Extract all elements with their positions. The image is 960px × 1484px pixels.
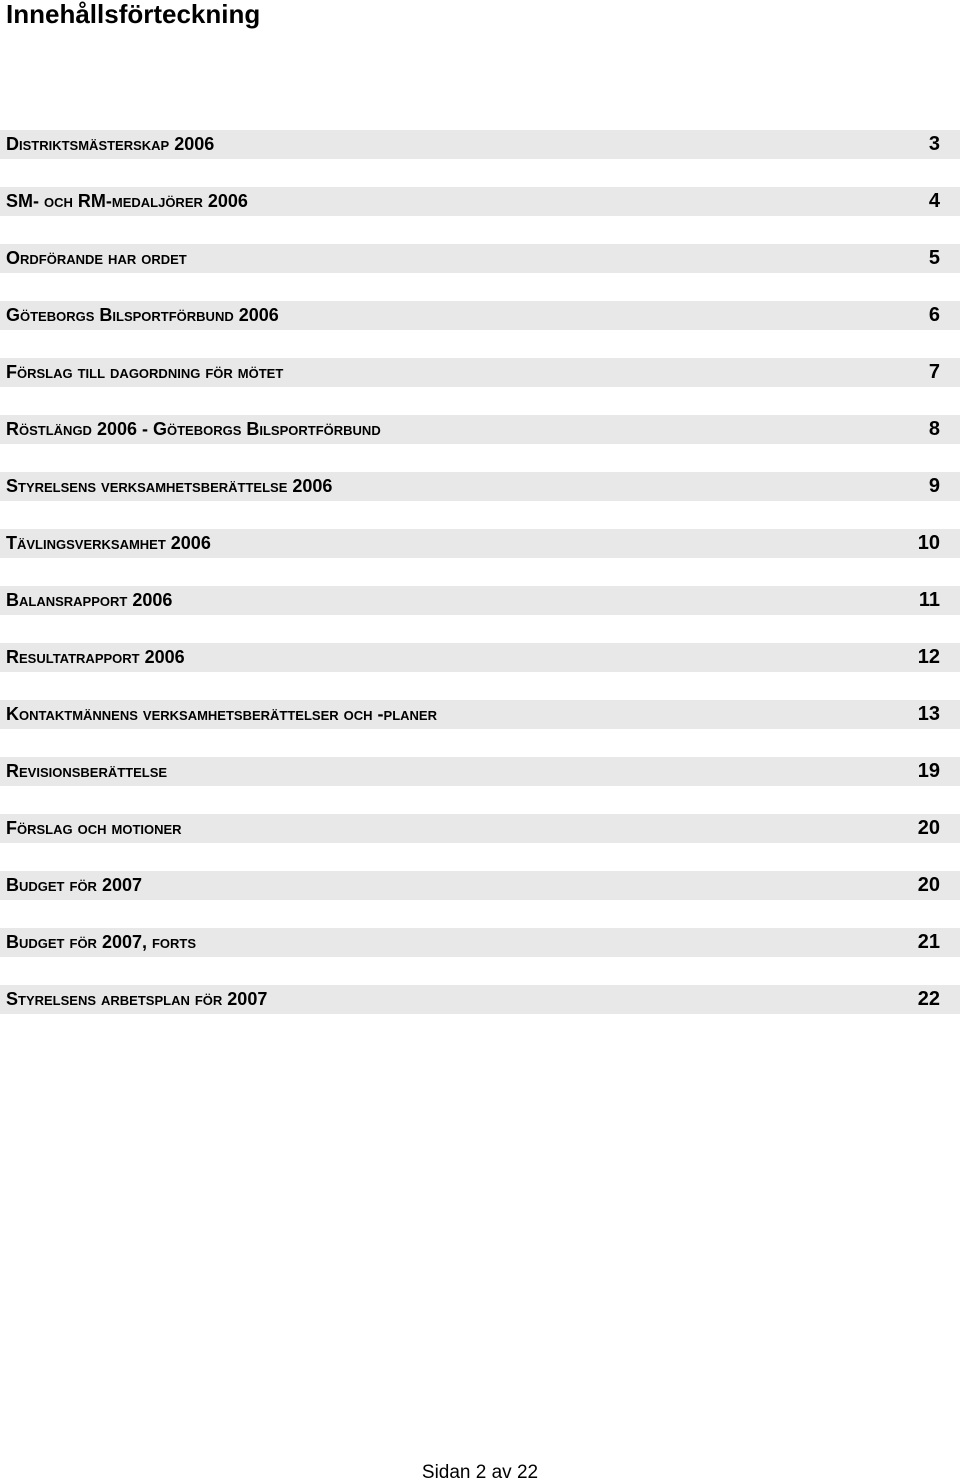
toc-entry-label: Resultatrapport 2006 [6,647,185,667]
table-of-contents [0,130,960,1042]
toc-entry[interactable] [0,643,960,672]
toc-entry-label: Röstlängd 2006 - Göteborgs Bilsportförbund [6,419,381,439]
toc-entry-label: Ordförande har ordet [6,248,187,268]
toc-entry-page: 6 [928,304,940,326]
toc-entry-page: 20 [917,874,940,896]
toc-entry-page: 13 [917,703,940,725]
toc-entry[interactable] [0,814,960,843]
toc-entry-page: 20 [917,817,940,839]
toc-entry-label: Förslag och motioner [6,818,182,838]
toc-entry-label: Styrelsens arbetsplan för 2007 [6,989,268,1009]
toc-entry[interactable] [0,700,960,729]
toc-entry-label: Budget för 2007 [6,875,142,895]
toc-entry-page: 4 [928,190,940,212]
toc-entry-page: 3 [928,133,940,155]
toc-entry-label: Styrelsens verksamhetsberättelse 2006 [6,476,333,496]
toc-entry-page: 12 [917,646,940,668]
toc-entry-page: 19 [917,760,940,782]
toc-entry[interactable] [0,130,960,159]
toc-entry-page: 9 [928,475,940,497]
page-title: Innehållsförteckning [6,0,261,29]
toc-entry-label: SM- och RM-medaljörer 2006 [6,191,248,211]
toc-entry-label: Förslag till dagordning för mötet [6,362,284,382]
toc-entry-page: 11 [918,589,940,611]
toc-entry-label: Distriktsmästerskap 2006 [6,134,215,154]
toc-entry[interactable] [0,358,960,387]
toc-entry[interactable] [0,871,960,900]
toc-entry-page: 8 [928,418,940,440]
toc-entry[interactable] [0,586,960,615]
toc-entry-page: 7 [928,361,940,383]
toc-entry-label: Göteborgs Bilsportförbund 2006 [6,305,279,325]
toc-entry[interactable] [0,187,960,216]
toc-entry-page: 10 [917,532,940,554]
toc-entry-page: 5 [928,247,940,269]
toc-entry-page: 22 [917,988,940,1010]
toc-entry[interactable] [0,301,960,330]
toc-entry[interactable] [0,985,960,1014]
toc-entry[interactable] [0,757,960,786]
toc-entry-page: 21 [917,931,940,953]
toc-entry[interactable] [0,472,960,501]
toc-entry[interactable] [0,529,960,558]
toc-entry-label: Kontaktmännens verksamhetsberättelser och -planer [6,704,437,724]
toc-entry-label: Tävlingsverksamhet 2006 [6,533,211,553]
toc-entry-label: Revisionsberättelse [6,761,168,781]
toc-entry[interactable] [0,928,960,957]
page-footer: Sidan 2 av 22 [421,1462,539,1483]
toc-entry-label: Balansrapport 2006 [6,590,173,610]
toc-entry[interactable] [0,415,960,444]
toc-entry[interactable] [0,244,960,273]
toc-entry-label: Budget för 2007, forts [6,932,197,952]
